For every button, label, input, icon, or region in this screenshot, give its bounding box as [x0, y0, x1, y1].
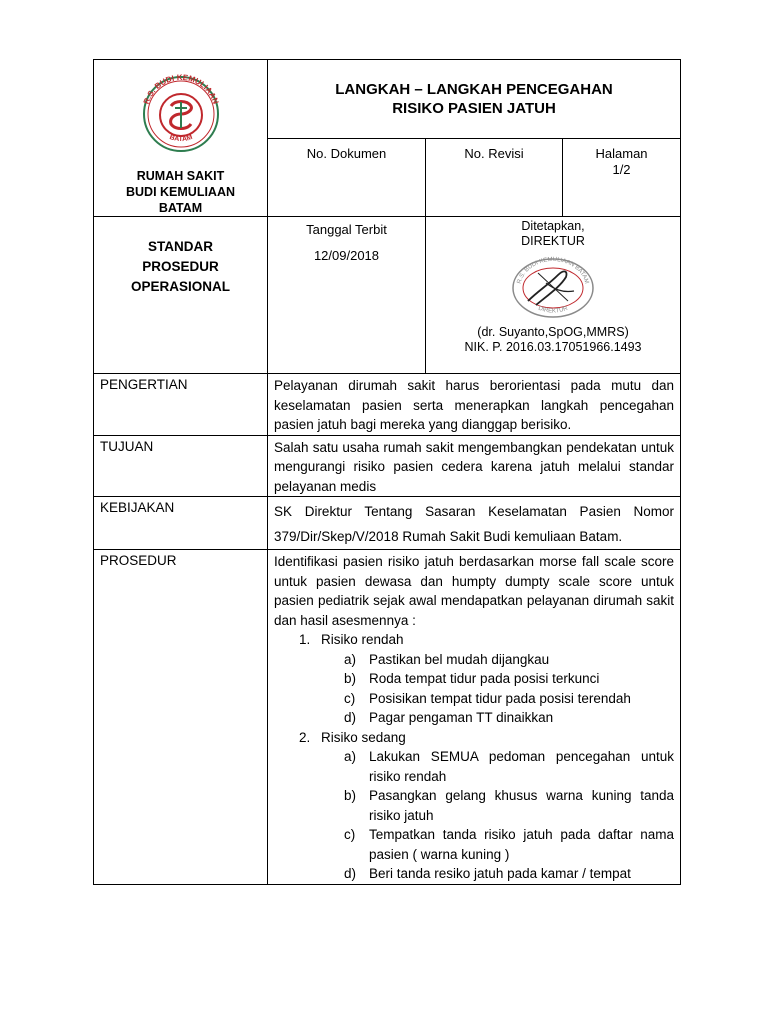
- no-revisi-cell: No. Revisi: [426, 139, 563, 217]
- svg-text:R.S. BUDI KEMULIAAN: R.S. BUDI KEMULIAAN: [141, 74, 220, 106]
- kebijakan-label: KEBIJAKAN: [94, 497, 268, 550]
- list-item: c) Posisikan tempat tidur pada posisi terendah: [344, 690, 631, 706]
- sop-document: [93, 59, 680, 885]
- hospital-name: RUMAH SAKIT BUDI KEMULIAAN BATAM: [125, 169, 236, 215]
- svg-text:R.S. BUDI KEMULIAAN BATAM: R.S. BUDI KEMULIAAN BATAM: [516, 256, 590, 285]
- svg-text:BATAM: BATAM: [168, 133, 193, 144]
- list-item: a) Lakukan SEMUA pedoman pencegahan untuk risiko rendah: [344, 749, 675, 784]
- risk-group-title: 1. Risiko rendah: [299, 632, 404, 647]
- prosedur-label: PROSEDUR: [94, 550, 268, 885]
- document-title: LANGKAH – LANGKAH PENCEGAHAN RISIKO PASIEN JATUH: [268, 60, 681, 139]
- list-item: d) Beri tanda resiko jatuh pada kamar / tempat: [344, 866, 631, 881]
- director-stamp: [426, 255, 680, 319]
- pengertian-text: Pelayanan dirumah sakit harus berorientasi pada mutu dan keselamatan pasien serta menerapkan langkah pencegahan pasien jatuh bagi mereka yang dianggap berisiko.: [268, 374, 681, 436]
- tujuan-text: Salah satu usaha rumah sakit mengembangkan pendekatan untuk mengurangi risiko pasien cedera karena jatuh melalui standar pelayanan medis: [268, 435, 681, 497]
- hospital-header-cell: [94, 60, 268, 217]
- risk-group: [274, 728, 674, 884]
- tujuan-label: TUJUAN: [94, 435, 268, 497]
- list-item: a) Pastikan bel mudah dijangkau: [344, 651, 550, 667]
- kebijakan-text: SK Direktur Tentang Sasaran Keselamatan Pasien Nomor 379/Dir/Skep/V/2018 Rumah Sakit Budi kemuliaan Batam.: [268, 497, 681, 550]
- risk-group-title: 2. Risiko sedang: [299, 729, 406, 745]
- svg-text:DIREKTUR: DIREKTUR: [537, 305, 569, 315]
- pengertian-label: PENGERTIAN: [94, 374, 268, 436]
- risk-group: [274, 630, 674, 728]
- prosedur-cell: [268, 550, 681, 885]
- list-item: d) Pagar pengaman TT dinaikkan: [344, 710, 554, 725]
- halaman-cell: Halaman 1/2: [563, 139, 681, 217]
- list-item: b) Roda tempat tidur pada posisi terkunci: [344, 671, 600, 686]
- no-dokumen-cell: No. Dokumen: [268, 139, 426, 217]
- sop-table: [93, 59, 681, 885]
- prosedur-intro: Identifikasi pasien risiko jatuh berdasarkan morse fall scale score untuk pasien dewasa dan humpty dumpty scale score untuk pasien pediatrik sejak awal mendapatkan pelayanan dirumah sakit dan hasil asesmennya :: [274, 554, 675, 628]
- sop-label-cell: STANDAR PROSEDUR OPERASIONAL: [94, 217, 268, 374]
- tanggal-terbit-cell: Tanggal Terbit 12/09/2018: [268, 217, 426, 374]
- list-item: c) Tempatkan tanda risiko jatuh pada daftar nama pasien ( warna kuning ): [344, 827, 675, 862]
- prosedur-list: [274, 630, 674, 884]
- list-item: b) Pasangkan gelang khusus warna kuning tanda risiko jatuh: [344, 788, 675, 823]
- hospital-logo: [94, 60, 267, 152]
- ditetapkan-cell: Ditetapkan, DIREKTUR R.S. BUDI KEMULIAAN BATAM DIREKTUR (dr. Suyanto,SpOG,MMRS) NIK. P. 2016.03.17051966.1493: [426, 217, 681, 374]
